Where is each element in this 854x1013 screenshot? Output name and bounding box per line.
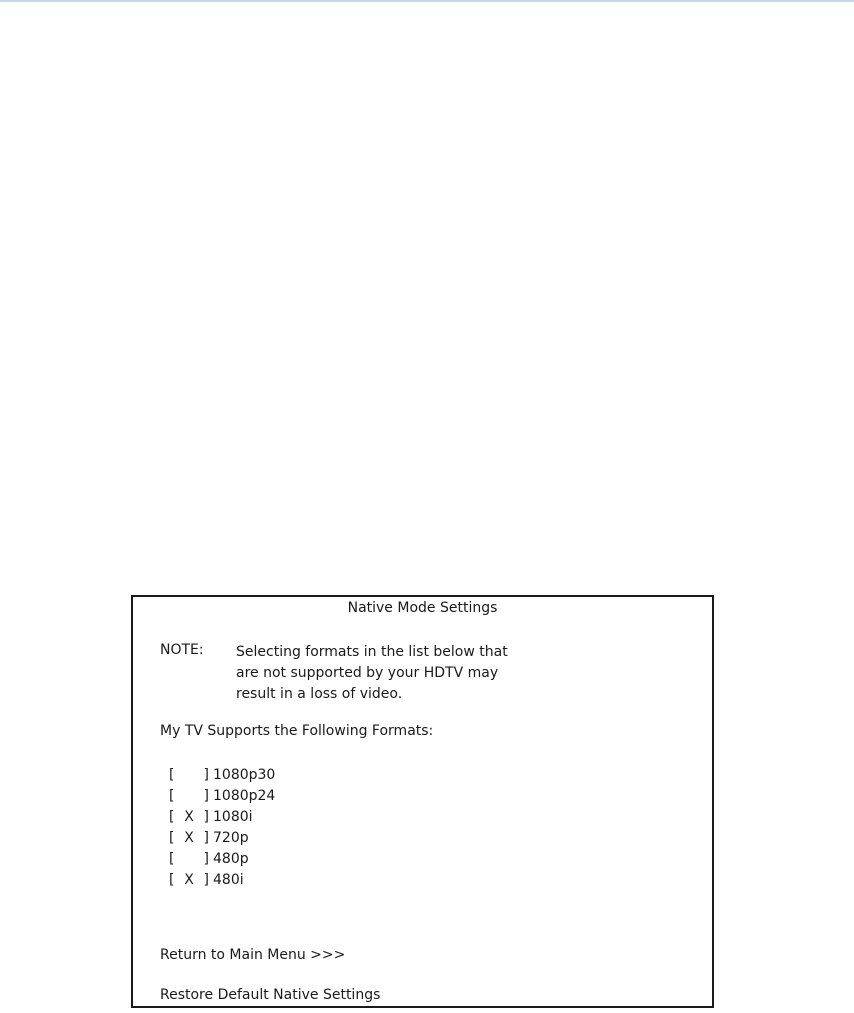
check-mark: X (184, 809, 194, 825)
format-checkbox[interactable]: [ ] (169, 786, 209, 807)
note-line: are not supported by your HDTV may (236, 665, 499, 681)
note-text (236, 642, 508, 705)
format-label: 480i (213, 872, 244, 888)
format-checkbox[interactable]: [ ] (169, 765, 209, 786)
check-mark (180, 765, 198, 786)
format-list (169, 765, 275, 891)
format-checkbox[interactable]: [ X ] (169, 807, 209, 828)
check-mark (180, 849, 198, 870)
check-mark: X (184, 872, 194, 888)
return-to-main-menu-link[interactable]: Return to Main Menu >>> (160, 947, 346, 963)
format-label: 1080p30 (213, 767, 276, 783)
check-mark: X (184, 830, 194, 846)
format-option-480i[interactable] (169, 870, 275, 891)
format-checkbox[interactable]: [ ] (169, 849, 209, 870)
format-checkbox[interactable]: [ X ] (169, 870, 209, 891)
format-option-1080p30[interactable] (169, 765, 275, 786)
format-label: 1080i (213, 809, 253, 825)
format-option-480p[interactable] (169, 849, 275, 870)
format-label: 720p (213, 830, 249, 846)
check-mark (180, 786, 198, 807)
format-label: 1080p24 (213, 788, 276, 804)
format-checkbox[interactable]: [ X ] (169, 828, 209, 849)
formats-heading: My TV Supports the Following Formats: (160, 723, 434, 739)
note-label: NOTE: (160, 642, 204, 658)
native-mode-settings-menu (131, 595, 714, 1008)
menu-title: Native Mode Settings (347, 600, 498, 616)
top-divider (0, 0, 854, 2)
note-line: Selecting formats in the list below that (236, 644, 508, 660)
format-label: 480p (213, 851, 249, 867)
format-option-1080i[interactable] (169, 807, 275, 828)
restore-default-settings-link[interactable]: Restore Default Native Settings (160, 987, 381, 1003)
format-option-720p[interactable] (169, 828, 275, 849)
format-option-1080p24[interactable] (169, 786, 275, 807)
note-line: result in a loss of video. (236, 686, 403, 702)
